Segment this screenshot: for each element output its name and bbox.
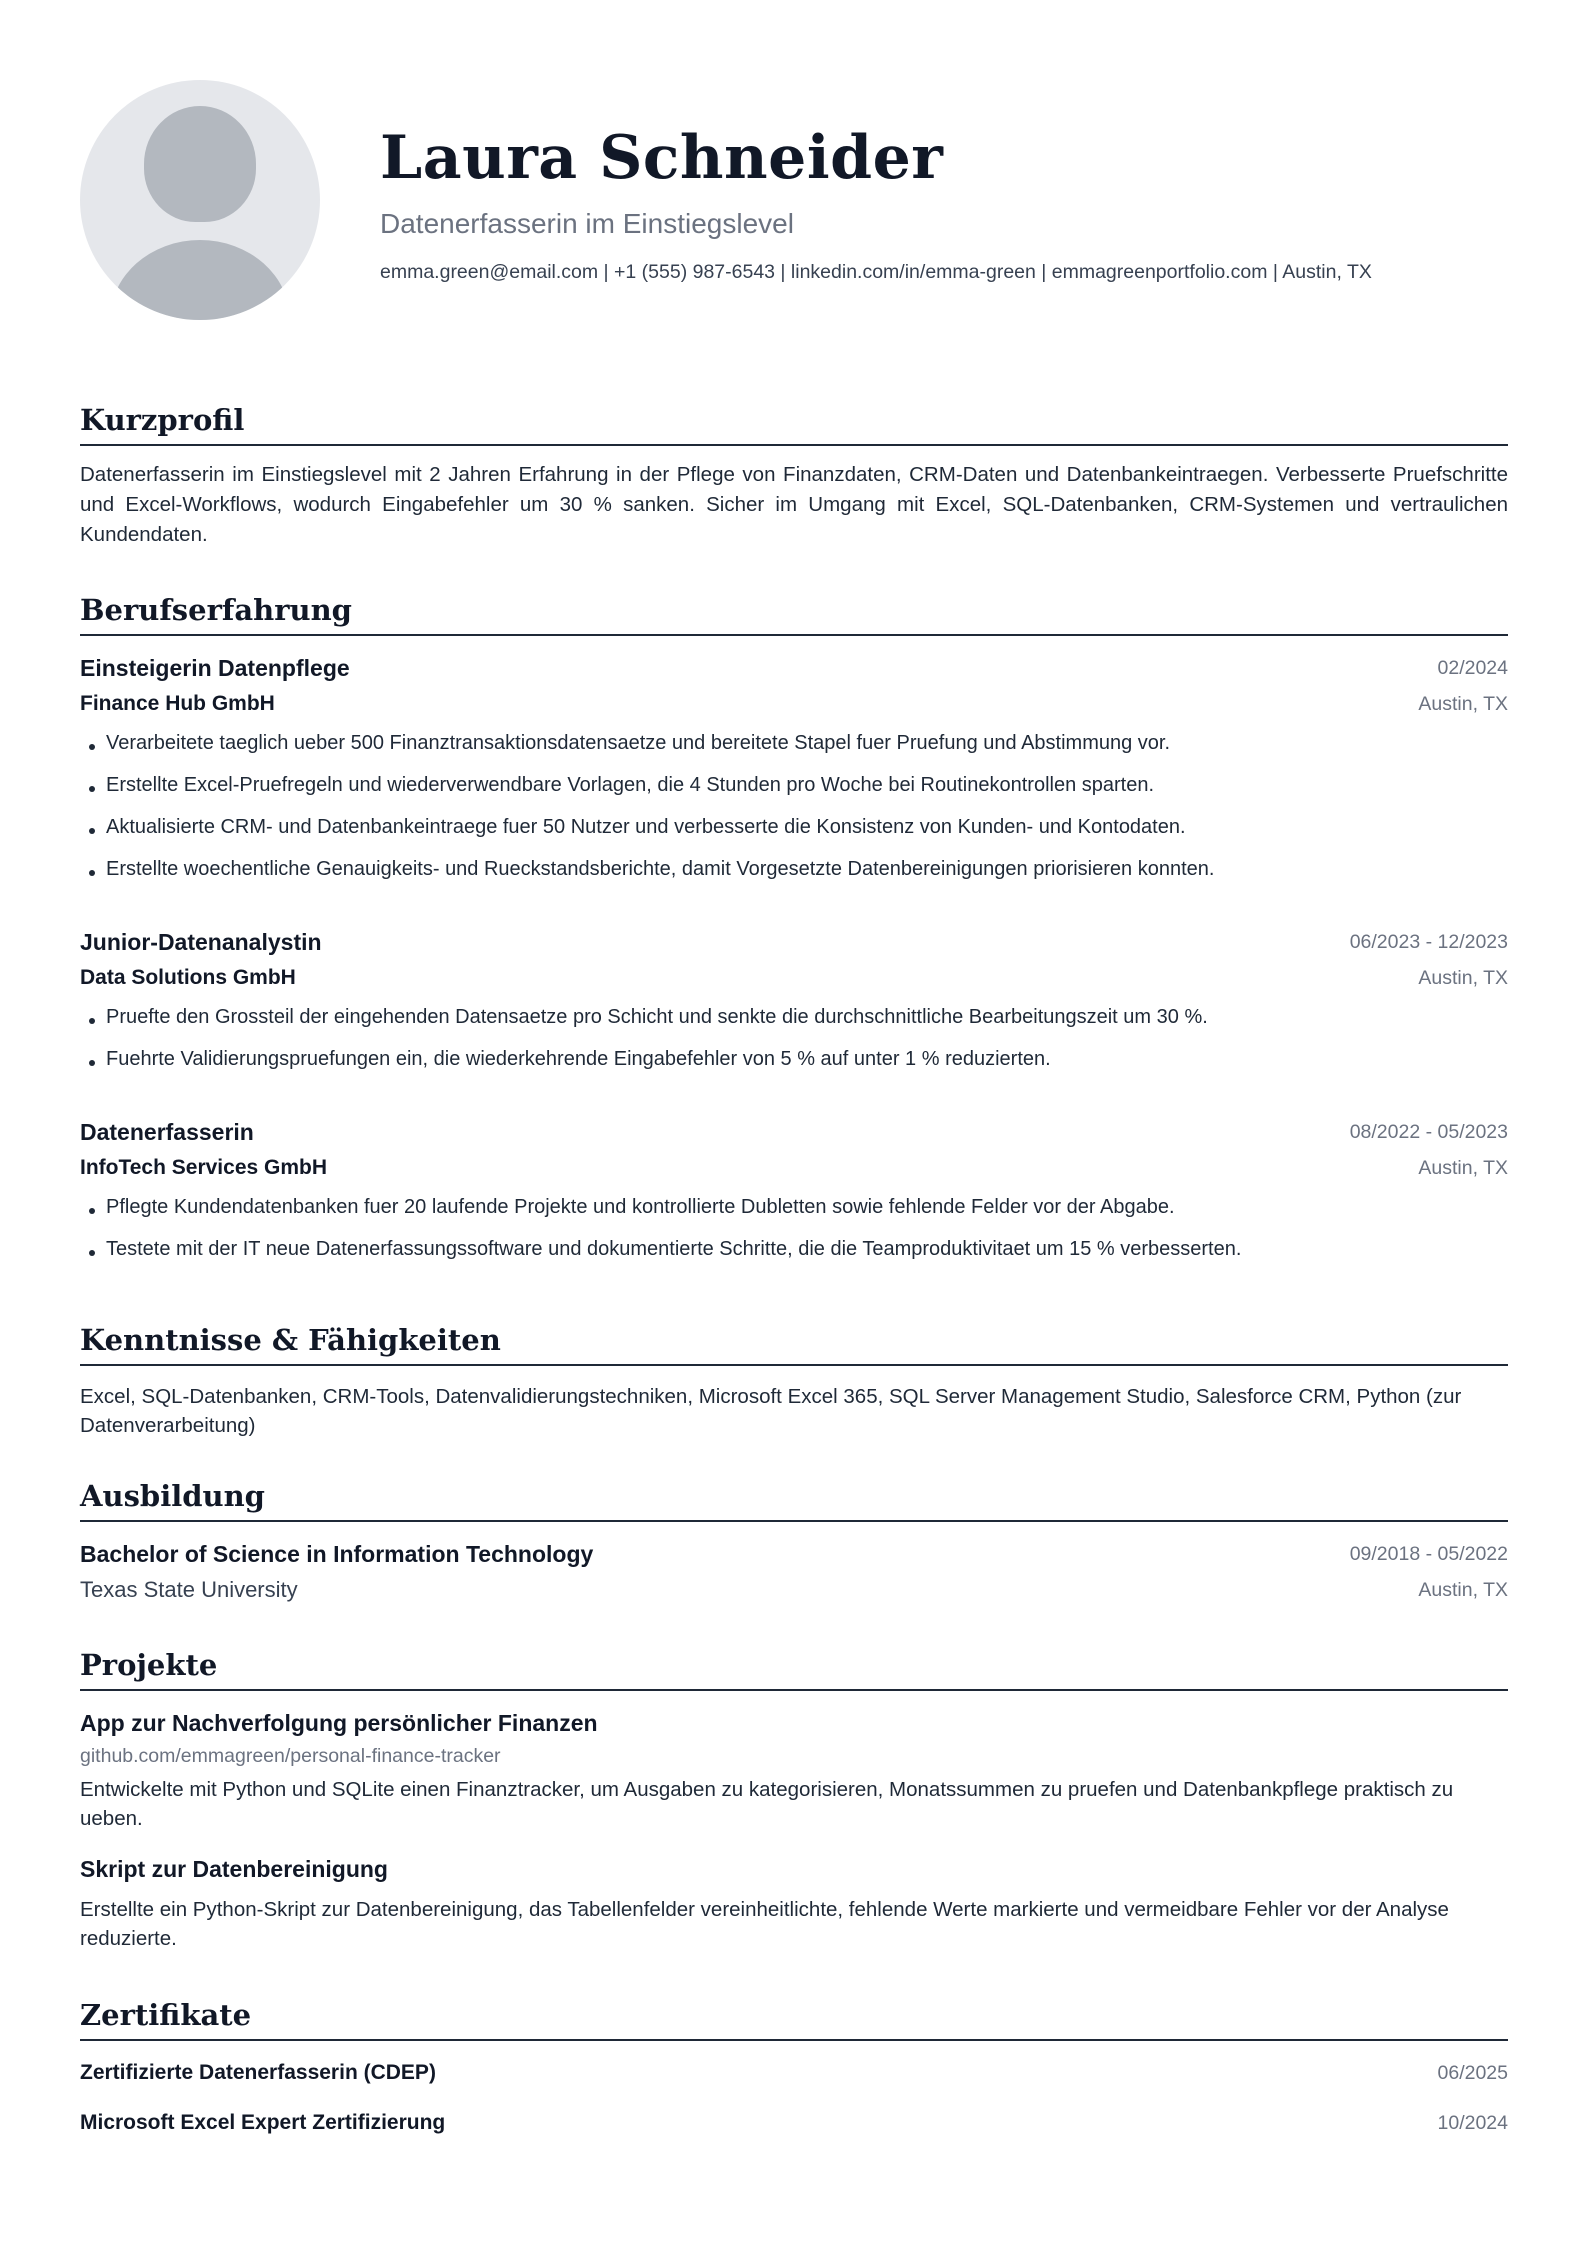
job-company-row <box>80 1150 1508 1186</box>
job-header-row <box>80 1114 1508 1150</box>
job-subtitle: Datenerfasserin im Einstiegslevel <box>380 208 794 239</box>
job-company: InfoTech Services GmbH <box>80 1156 328 1179</box>
certificate-name: Microsoft Excel Expert Zertifizierung <box>80 2111 446 2134</box>
job-date: 02/2024 <box>1437 657 1508 679</box>
project-description: Erstellte ein Python-Skript zur Datenbereinigung, das Tabellenfelder vereinheitlichte, fehlende Werte markierte und vermeidbare Fehler vor der Analyse reduzierte. <box>80 1898 1449 1950</box>
job-role: Junior-Datenanalystin <box>80 929 322 955</box>
summary-text: Datenerfasserin im Einstiegslevel mit 2 Jahren Erfahrung in der Pflege von Finanzdaten, CRM-Daten und Datenbankeintraegen. Verbesserte Pruefschritte und Excel-Workflows, wodurch Eingabefehler um 30 % sanken. Sicher im Umgang mit Excel, SQL-Datenbanken, CRM-Systemen und vertraulichen Kundendaten. <box>80 463 1508 546</box>
job-bullets <box>80 996 1508 1080</box>
section-title: Kenntnisse & Fähigkeiten <box>80 1320 1508 1366</box>
certificate-row <box>80 2055 1508 2091</box>
job-entry <box>80 650 1508 890</box>
job-date: 08/2022 - 05/2023 <box>1349 1121 1508 1143</box>
job-bullets <box>80 722 1508 890</box>
resume-page <box>80 0 1508 2134</box>
section-title: Ausbildung <box>80 1476 1508 1522</box>
project-name: App zur Nachverfolgung persönlicher Finanzen <box>80 1710 598 1736</box>
avatar <box>80 80 320 320</box>
project-entry <box>80 1705 1508 1833</box>
education-location: Austin, TX <box>1418 1579 1508 1601</box>
bullet-item: Testete mit der IT neue Datenerfassungssoftware und dokumentierte Schritte, die die Teamproduktivitaet um 15 % verbesserten. <box>80 1228 1508 1270</box>
experience-section <box>80 590 1508 1270</box>
job-location: Austin, TX <box>1418 693 1508 715</box>
job-bullets <box>80 1186 1508 1270</box>
bullet-item: Pruefte den Grossteil der eingehenden Datensaetze pro Schicht und senkte die durchschnittliche Bearbeitungszeit um 30 %. <box>80 996 1508 1038</box>
section-title: Berufserfahrung <box>80 590 1508 636</box>
job-location: Austin, TX <box>1418 1157 1508 1179</box>
education-entry <box>80 1536 1508 1608</box>
certificate-row <box>80 2105 1508 2141</box>
education-date: 09/2018 - 05/2022 <box>1349 1543 1508 1565</box>
certificate-date: 10/2024 <box>1437 2112 1508 2134</box>
skills-text: Excel, SQL-Datenbanken, CRM-Tools, Datenvalidierungstechniken, Microsoft Excel 365, SQL Server Management Studio, Salesforce CRM, Python (zur Datenverarbeitung) <box>80 1385 1462 1437</box>
projects-section <box>80 1645 1508 1953</box>
project-name: Skript zur Datenbereinigung <box>80 1856 388 1882</box>
education-school-row <box>80 1572 1508 1608</box>
project-link[interactable]: github.com/emmagreen/personal-finance-tracker <box>80 1745 501 1767</box>
summary-section <box>80 400 1508 550</box>
education-header-row <box>80 1536 1508 1572</box>
job-company-row <box>80 960 1508 996</box>
job-entry <box>80 924 1508 1080</box>
education-section <box>80 1476 1508 1608</box>
job-entry <box>80 1114 1508 1270</box>
section-title: Zertifikate <box>80 1995 1508 2041</box>
bullet-item: Fuehrte Validierungspruefungen ein, die wiederkehrende Eingabefehler von 5 % auf unter 1 % reduzierten. <box>80 1038 1508 1080</box>
certificate-name: Zertifizierte Datenerfasserin (CDEP) <box>80 2061 436 2084</box>
bullet-item: Erstellte woechentliche Genauigkeits- und Rueckstandsberichte, damit Vorgesetzte Datenbereinigungen priorisieren konnten. <box>80 848 1508 890</box>
certificates-section <box>80 1995 1508 2141</box>
section-title: Projekte <box>80 1645 1508 1691</box>
avatar-head-shape <box>144 106 256 222</box>
avatar-shoulders-shape <box>110 240 290 320</box>
skills-section <box>80 1320 1508 1440</box>
job-header-row <box>80 924 1508 960</box>
bullet-item: Pflegte Kundendatenbanken fuer 20 laufende Projekte und kontrollierte Dubletten sowie fehlende Felder vor der Abgabe. <box>80 1186 1508 1228</box>
section-title: Kurzprofil <box>80 400 1508 446</box>
project-entry <box>80 1851 1508 1953</box>
resume-header <box>80 0 1508 360</box>
bullet-item: Verarbeitete taeglich ueber 500 Finanztransaktionsdatensaetze und bereitete Stapel fuer Pruefung und Abstimmung vor. <box>80 722 1508 764</box>
job-role: Einsteigerin Datenpflege <box>80 655 350 681</box>
job-company-row <box>80 686 1508 722</box>
certificate-date: 06/2025 <box>1437 2062 1508 2084</box>
job-company: Data Solutions GmbH <box>80 966 296 989</box>
job-location: Austin, TX <box>1418 967 1508 989</box>
job-date: 06/2023 - 12/2023 <box>1349 931 1508 953</box>
contact-line: emma.green@email.com | +1 (555) 987-6543 | linkedin.com/in/emma-green | emmagreenportfolio.com | Austin, TX <box>380 261 1372 283</box>
bullet-item: Aktualisierte CRM- und Datenbankeintraege fuer 50 Nutzer und verbesserte die Konsistenz von Kunden- und Kontodaten. <box>80 806 1508 848</box>
bullet-item: Erstellte Excel-Pruefregeln und wiederverwendbare Vorlagen, die 4 Stunden pro Woche bei Routinekontrollen sparten. <box>80 764 1508 806</box>
project-description: Entwickelte mit Python und SQLite einen Finanztracker, um Ausgaben zu kategorisieren, Monatssummen zu pruefen und Datenbankpflege praktisch zu ueben. <box>80 1778 1454 1830</box>
person-name: Laura Schneider <box>380 123 944 193</box>
education-school: Texas State University <box>80 1577 298 1602</box>
job-company: Finance Hub GmbH <box>80 692 275 715</box>
job-role: Datenerfasserin <box>80 1119 254 1145</box>
education-degree: Bachelor of Science in Information Technology <box>80 1541 594 1567</box>
job-header-row <box>80 650 1508 686</box>
header-info <box>380 118 1372 286</box>
